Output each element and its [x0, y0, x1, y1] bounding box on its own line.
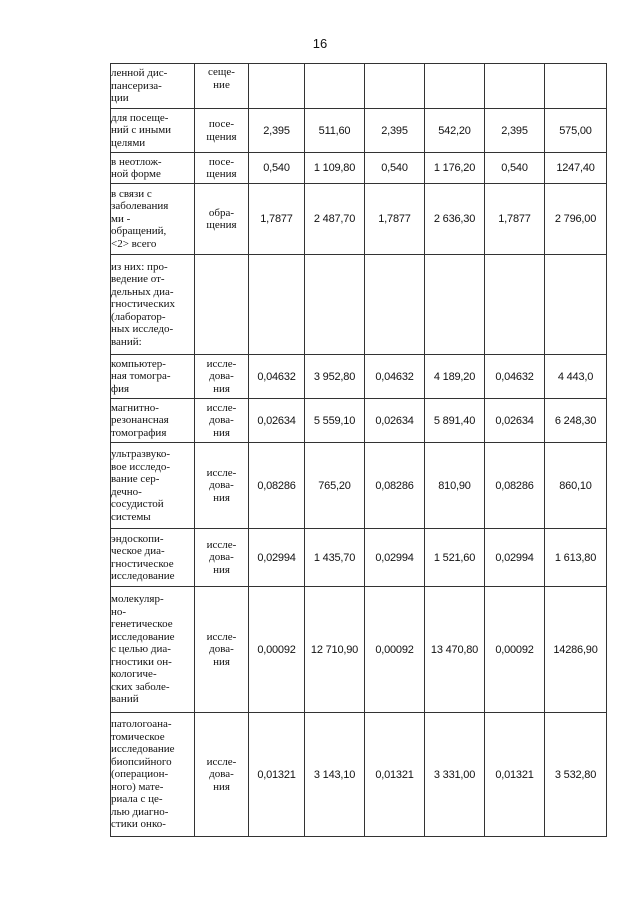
value-cell: 0,02994 — [365, 529, 425, 587]
value-cell — [545, 255, 607, 355]
table-row — [111, 184, 607, 255]
row-unit-cell: сеще- ние — [195, 64, 249, 109]
value-cell: 2,395 — [485, 109, 545, 153]
row-name-cell: молекуляр- но- генетическое исследование с целью диа- гностики он- кологиче- ских заболе- ваний — [111, 587, 195, 713]
row-unit-cell: посе- щения — [195, 153, 249, 184]
value-cell: 511,60 — [305, 109, 365, 153]
value-cell: 0,04632 — [365, 355, 425, 399]
value-cell: 0,04632 — [249, 355, 305, 399]
value-cell — [545, 64, 607, 109]
value-cell: 14286,90 — [545, 587, 607, 713]
value-cell: 810,90 — [425, 443, 485, 529]
table-row — [111, 713, 607, 837]
value-cell: 0,08286 — [485, 443, 545, 529]
value-cell: 2 487,70 — [305, 184, 365, 255]
value-cell: 0,02994 — [485, 529, 545, 587]
table-row — [111, 64, 607, 109]
row-name-cell: из них: про- ведение от- дельных диа- гностических (лаборатор- ных исследо- ваний: — [111, 255, 195, 355]
row-name-cell: компьютер- ная томогра- фия — [111, 355, 195, 399]
value-cell: 4 189,20 — [425, 355, 485, 399]
value-cell — [485, 64, 545, 109]
value-cell: 3 532,80 — [545, 713, 607, 837]
value-cell: 0,02634 — [249, 399, 305, 443]
row-unit-cell: иссле- дова- ния — [195, 443, 249, 529]
value-cell: 0,01321 — [249, 713, 305, 837]
table-row — [111, 399, 607, 443]
value-cell: 0,540 — [249, 153, 305, 184]
value-cell: 0,540 — [485, 153, 545, 184]
value-cell: 0,00092 — [365, 587, 425, 713]
table-row — [111, 529, 607, 587]
value-cell: 542,20 — [425, 109, 485, 153]
row-unit-cell: посе- щения — [195, 109, 249, 153]
value-cell — [425, 255, 485, 355]
value-cell: 1 435,70 — [305, 529, 365, 587]
table-row — [111, 355, 607, 399]
table-row — [111, 255, 607, 355]
value-cell: 575,00 — [545, 109, 607, 153]
page-number: 16 — [312, 36, 328, 51]
value-cell: 0,02634 — [485, 399, 545, 443]
value-cell: 0,00092 — [485, 587, 545, 713]
value-cell: 0,01321 — [365, 713, 425, 837]
row-name-cell: в связи с заболевания ми - обращений, <2> всего — [111, 184, 195, 255]
value-cell: 3 952,80 — [305, 355, 365, 399]
value-cell: 765,20 — [305, 443, 365, 529]
value-cell — [249, 64, 305, 109]
row-unit-cell: иссле- дова- ния — [195, 529, 249, 587]
value-cell: 13 470,80 — [425, 587, 485, 713]
table-row — [111, 587, 607, 713]
value-cell: 1,7877 — [249, 184, 305, 255]
value-cell: 2 796,00 — [545, 184, 607, 255]
value-cell: 12 710,90 — [305, 587, 365, 713]
value-cell: 1247,40 — [545, 153, 607, 184]
row-name-cell: патологоана- томическое исследование биопсийного (операцион- ного) мате- риала с це- лью диагно- стики онко- — [111, 713, 195, 837]
value-cell — [365, 255, 425, 355]
value-cell: 0,04632 — [485, 355, 545, 399]
value-cell — [365, 64, 425, 109]
row-unit-cell: иссле- дова- ния — [195, 587, 249, 713]
row-unit-cell — [195, 255, 249, 355]
row-name-cell: ультразвуко- вое исследо- вание сер- дечно- сосудистой системы — [111, 443, 195, 529]
row-unit-cell: иссле- дова- ния — [195, 355, 249, 399]
value-cell: 2,395 — [365, 109, 425, 153]
value-cell: 1,7877 — [485, 184, 545, 255]
row-name-cell: магнитно- резонансная томография — [111, 399, 195, 443]
tariff-table — [110, 63, 607, 837]
value-cell: 6 248,30 — [545, 399, 607, 443]
value-cell: 0,01321 — [485, 713, 545, 837]
value-cell: 1 521,60 — [425, 529, 485, 587]
row-name-cell: эндоскопи- ческое диа- гностическое исследование — [111, 529, 195, 587]
value-cell: 1 176,20 — [425, 153, 485, 184]
value-cell: 5 559,10 — [305, 399, 365, 443]
value-cell — [485, 255, 545, 355]
value-cell — [425, 64, 485, 109]
value-cell: 2 636,30 — [425, 184, 485, 255]
value-cell: 1 109,80 — [305, 153, 365, 184]
value-cell: 860,10 — [545, 443, 607, 529]
row-unit-cell: обра- щения — [195, 184, 249, 255]
row-name-cell: для посеще- ний с иными целями — [111, 109, 195, 153]
value-cell: 0,08286 — [249, 443, 305, 529]
value-cell: 0,540 — [365, 153, 425, 184]
value-cell: 5 891,40 — [425, 399, 485, 443]
value-cell: 0,00092 — [249, 587, 305, 713]
table-row — [111, 443, 607, 529]
value-cell: 4 443,0 — [545, 355, 607, 399]
value-cell: 0,02634 — [365, 399, 425, 443]
row-unit-cell: иссле- дова- ния — [195, 399, 249, 443]
value-cell: 0,08286 — [365, 443, 425, 529]
value-cell — [305, 64, 365, 109]
value-cell — [305, 255, 365, 355]
table-row — [111, 109, 607, 153]
table-row — [111, 153, 607, 184]
value-cell: 3 143,10 — [305, 713, 365, 837]
value-cell: 3 331,00 — [425, 713, 485, 837]
row-name-cell: в неотлож- ной форме — [111, 153, 195, 184]
value-cell: 1 613,80 — [545, 529, 607, 587]
value-cell: 2,395 — [249, 109, 305, 153]
value-cell: 1,7877 — [365, 184, 425, 255]
row-unit-cell: иссле- дова- ния — [195, 713, 249, 837]
value-cell — [249, 255, 305, 355]
row-name-cell: ленной дис- пансериза- ции — [111, 64, 195, 109]
value-cell: 0,02994 — [249, 529, 305, 587]
